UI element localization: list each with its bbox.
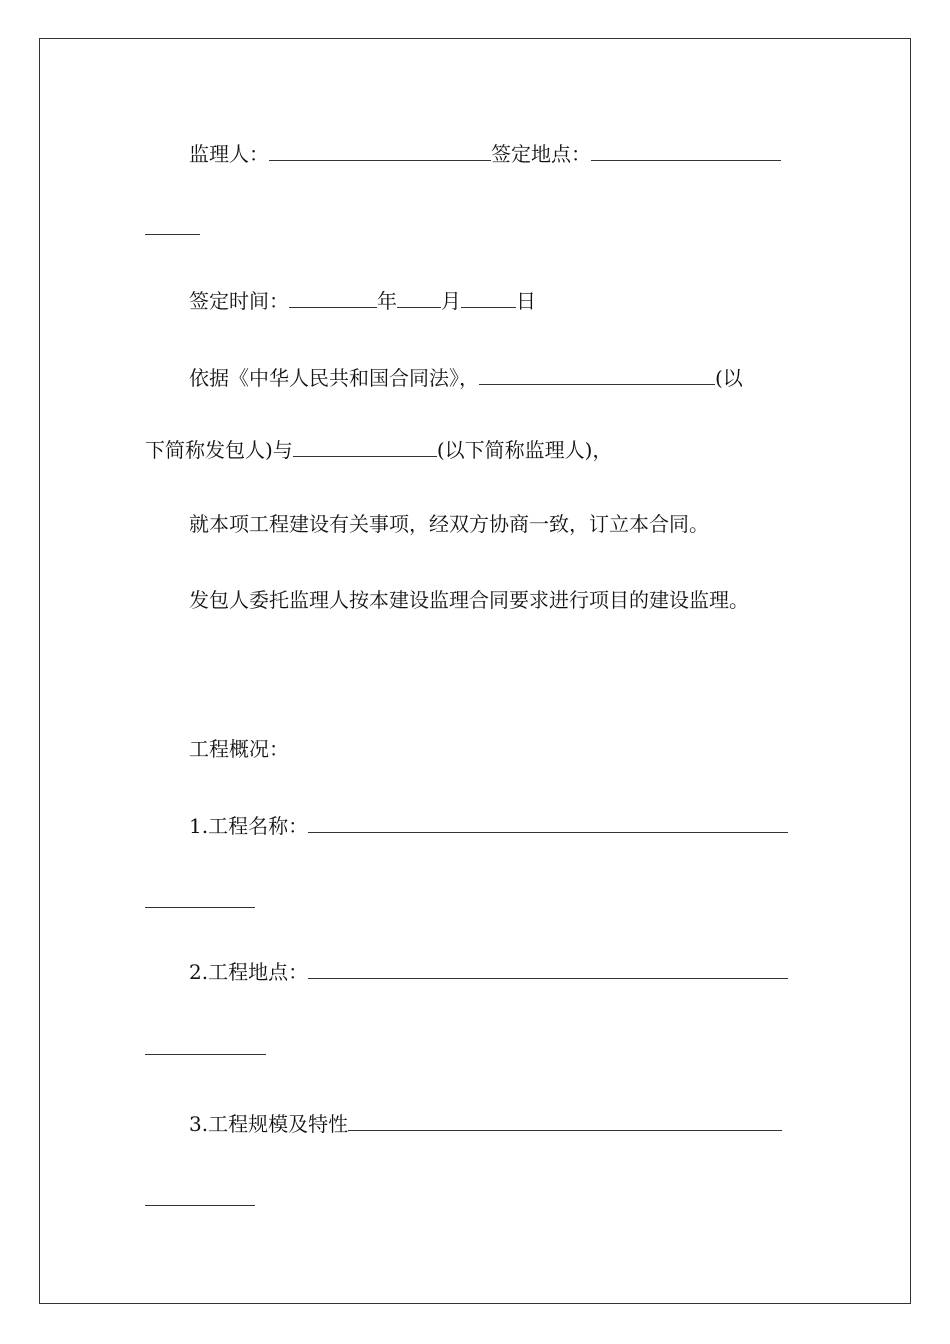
month-label: 月 (441, 289, 461, 313)
project-location-label: 2.工程地点： (189, 960, 309, 984)
day-blank[interactable] (461, 287, 516, 308)
supervisor-blank[interactable] (269, 140, 491, 161)
year-label: 年 (377, 289, 397, 313)
signing-time-label: 签定时间： (189, 289, 289, 313)
year-blank[interactable] (289, 287, 377, 308)
employer-abbrev-text: 下简称发包人)与 (145, 438, 293, 462)
signing-place-label: 签定地点： (491, 142, 591, 166)
basis-text: 依据《中华人民共和国合同法》， (189, 366, 479, 390)
project-name-blank[interactable] (308, 812, 788, 833)
supervisor-label: 监理人： (189, 142, 269, 166)
project-name-line (189, 812, 788, 840)
project-scale-line (189, 1110, 782, 1138)
project-name-label: 1.工程名称： (189, 814, 309, 838)
signing-time-line (189, 287, 536, 315)
project-scale-label: 3.工程规模及特性 (189, 1112, 349, 1136)
supervisor-abbrev-text: (以下简称监理人)， (436, 438, 613, 462)
supervisor-line (189, 140, 781, 168)
basis-line (189, 364, 743, 392)
project-location-line (189, 958, 788, 986)
paren-open-text: (以 (715, 366, 743, 390)
entrust-paragraph: 发包人委托监理人按本建设监理合同要求进行项目的建设监理。 (189, 588, 749, 612)
project-location-blank[interactable] (308, 958, 788, 979)
project-name-blank-continued[interactable] (145, 907, 255, 908)
month-blank[interactable] (397, 287, 441, 308)
overview-heading: 工程概况： (189, 737, 289, 761)
supervisor-name-blank[interactable] (293, 436, 437, 457)
project-scale-blank[interactable] (348, 1110, 782, 1131)
signing-place-blank[interactable] (591, 140, 781, 161)
day-label: 日 (516, 289, 536, 313)
project-location-blank-continued[interactable] (145, 1054, 266, 1055)
employer-blank[interactable] (479, 364, 715, 385)
project-scale-blank-continued[interactable] (145, 1205, 255, 1206)
signing-place-blank-continued[interactable] (145, 234, 200, 235)
agreement-paragraph: 就本项工程建设有关事项，经双方协商一致，订立本合同。 (189, 512, 709, 536)
parties-line (145, 436, 612, 464)
